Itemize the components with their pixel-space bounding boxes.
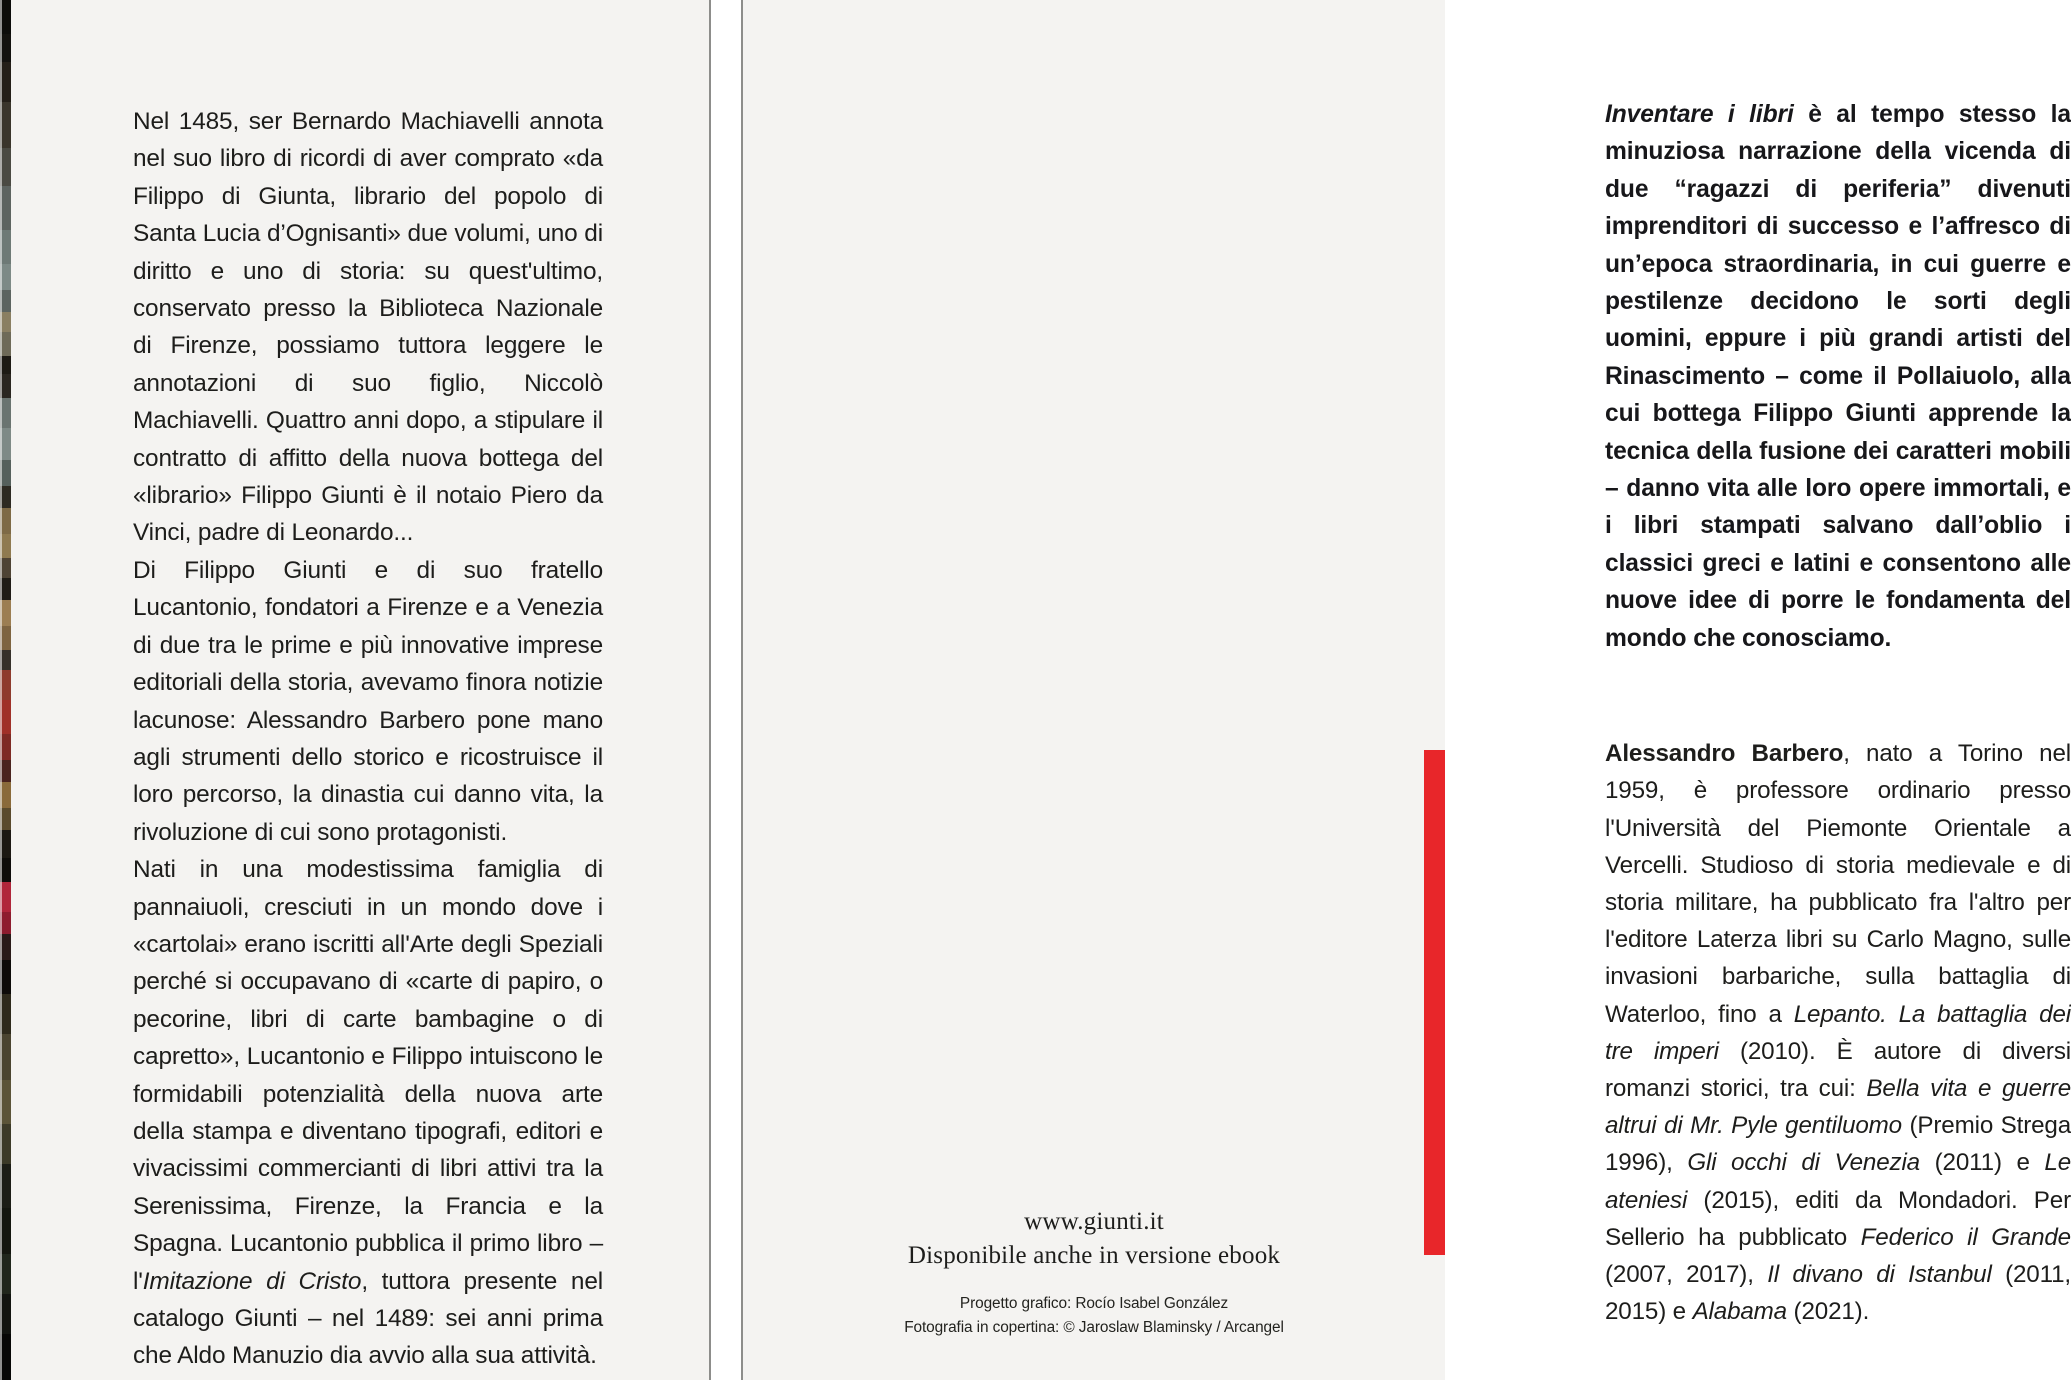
blurb-paragraph-2: Di Filippo Giunti e di suo fratello Lucantonio, fondatori a Firenze e a Venezia di due tra le prime e più innovative imprese editoriali della storia, avevamo finora notizie lacunose: Alessandro Barbero pone mano agli strumenti dello storico e ricostruisce il loro percorso, la dinastia cui danno vita, la rivoluzione di cui sono protagonisti. — [133, 556, 603, 846]
publisher-website[interactable]: www.giunti.it — [1024, 1208, 1164, 1235]
left-panel — [11, 0, 709, 1380]
author-bio-paragraph: Alessandro Barbero, nato a Torino nel 1959, è professore ordinario presso l'Università del Piemonte Orientale a Vercelli. Studioso di storia medievale e di storia militare, ha pubblicato fra l'altro per l'editore Laterza libri su Carlo Magno, sulle invasioni barbariche, sulla battaglia di Waterloo, fino a Lepanto. La battaglia dei tre imperi (2010). È autore di diversi romanzi storici, tra cui: Bella vita e guerre altrui di Mr. Pyle gentiluomo (Premio Strega 1996), Gli occhi di Venezia (2011) e Le ateniesi (2015), editi da Mondadori. Per Sellerio ha pubblicato Federico il Grande (2007, 2017), Il divano di Istanbul (2011, 2015) e Alabama (2021). — [1605, 740, 2071, 1326]
blurb-text-block — [133, 103, 603, 1375]
photo-credit: Fotografia in copertina: © Jaroslaw Blaminsky / Arcangel — [904, 1319, 1284, 1336]
bio-spacer — [1605, 657, 2071, 735]
right-text-block — [1605, 96, 2071, 1330]
footer-block — [743, 1205, 1445, 1340]
blurb-paragraph-3: Nati in una modestissima famiglia di pannaiuoli, cresciuti in un mondo dove i «cartolai» erano iscritti all'Arte degli Speziali perché si occupavano di «carte di papiro, o pecorine, libri di carte bambagine o di capretto», Lucantonio e Filippo intuiscono le formidabili potenzialità della nuova arte della stampa e diventano tipografi, editori e vivacissimi commercianti di libri attivi tra la Serenissima, Firenze, la Francia e la Spagna. Lucantonio pubblica il primo libro – l'Imitazione di Cristo, tuttora presente nel catalogo Giunti – nel 1489: sei anni prima che Aldo Manuzio dia avvio alla sua attività. — [133, 856, 603, 1370]
fold-line-left — [709, 0, 711, 1380]
design-credit: Progetto grafico: Rocío Isabel González — [959, 1295, 1229, 1312]
spine-gutter — [709, 0, 743, 1380]
right-panel — [743, 0, 2071, 1380]
lead-paragraph: Inventare i libri è al tempo stesso la minuziosa narrazione della vicenda di due “ragazzi di periferia” divenuti imprenditori di successo e l’affresco di un’epoca straordinaria, in cui guerre e pestilenze decidono le sorti degli uomini, eppure i più grandi artisti del Rinascimento – come il Pollaiuolo, alla cui bottega Filippo Giunti apprende la tecnica della fusione dei caratteri mobili – danno vita alle loro opere immortali, e i libri stampati salvano dall’oblio i classici greci e latini e consentono alle nuove idee di porre le fondamenta del mondo che conosciamo. — [1605, 101, 2071, 652]
edge-strip-highlight — [0, 0, 2, 1380]
ebook-availability-note: Disponibile anche in versione ebook — [907, 1242, 1281, 1269]
blurb-paragraph-1: Nel 1485, ser Bernardo Machiavelli annota nel suo libro di ricordi di aver comprato «da Filippo di Giunta, librario del popolo di Santa Lucia d’Ognisanti» due volumi, uno di diritto e uno di storia: su quest'ultimo, conservato presso la Biblioteca Nazionale di Firenze, possiamo tuttora leggere le annotazioni di suo figlio, Niccolò Machiavelli. Quattro anni dopo, a stipulare il contratto di affitto della nuova bottega del «librario» Filippo Giunti è il notaio Piero da Vinci, padre di Leonardo... — [133, 108, 603, 547]
credits-block — [743, 1292, 1445, 1340]
red-accent-bar — [1424, 750, 1445, 1255]
photo-edge-strip — [0, 0, 11, 1380]
